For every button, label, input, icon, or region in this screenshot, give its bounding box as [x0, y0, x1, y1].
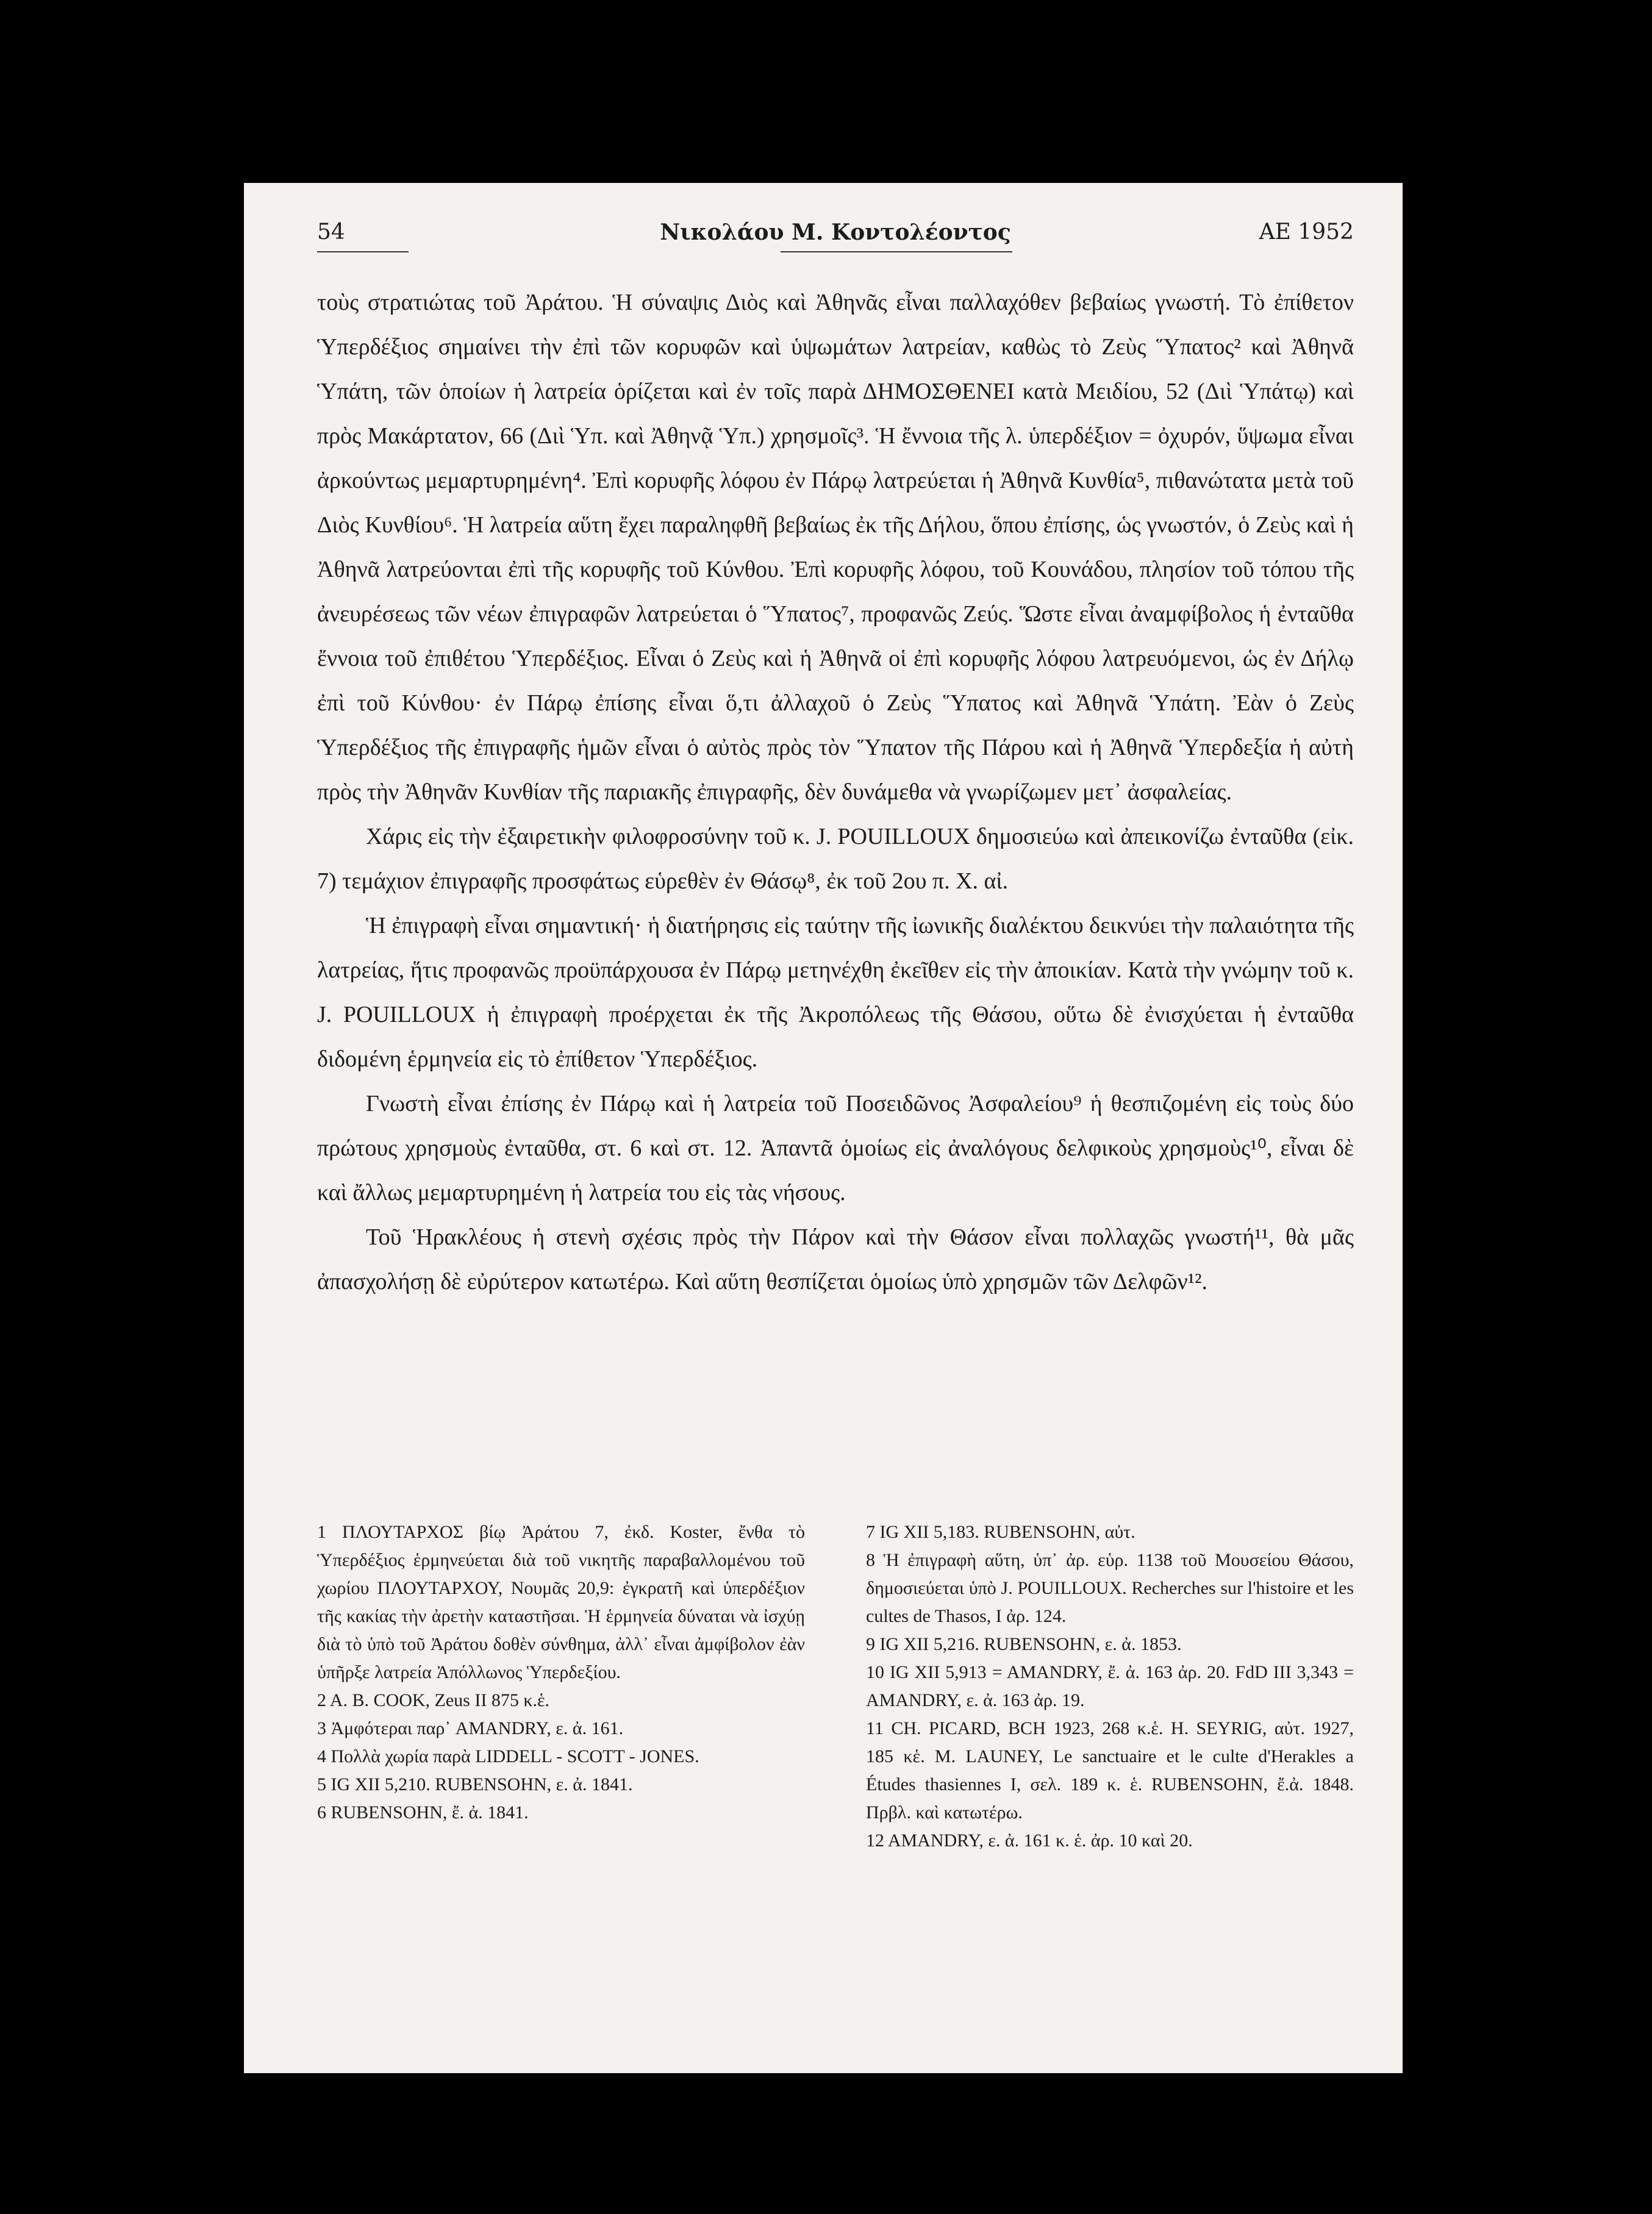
footnote: 3 Ἀμφότεραι παρ᾽ AMANDRY, ε. ἀ. 161.: [317, 1718, 624, 1738]
header-rule: [317, 251, 409, 252]
footnote: 4 Πολλὰ χωρία παρὰ LIDDELL - SCOTT - JONES.: [317, 1746, 699, 1766]
footnote: 1 ΠΛΟΥΤΑΡΧΟΣ βίῳ Ἀράτου 7, ἐκδ. Koster, ἔνθα τὸ Ὑπερδέξιος ἑρμηνεύεται διὰ τοῦ νικητῆς παραβαλλομένου τοῦ χωρίου ΠΛΟΥΤΑΡΧΟΥ, Νουμᾶς 20,9: ἐγκρατῆ καὶ ὑπερδέξιον τῆς κακίας τὴν ἀρετὴν καταστῆσαι. Ἡ ἑρμηνεία δύναται νὰ ἰσχύῃ διὰ τὸ ὑπὸ τοῦ Ἀράτου δοθὲν σύνθημα, ἀλλ᾽ εἶναι ἀμφίβολον ἐὰν ὑπῆρξε λατρεία Ἀπόλλωνος Ὑπερδεξίου.: [317, 1522, 805, 1682]
main-text: [317, 280, 1354, 1304]
footnote: 6 RUBENSOHN, ἔ. ἀ. 1841.: [317, 1802, 529, 1823]
paragraph: Τοῦ Ἡρακλέους ἡ στενὴ σχέσις πρὸς τὴν Πάρον καὶ τὴν Θάσον εἶναι πολλαχῶς γνωστή¹¹, θὰ μᾶς ἀπασχολήσῃ δὲ εὐρύτερον κατωτέρω. Καὶ αὕτη θεσπίζεται ὁμοίως ὑπὸ χρησμῶν τῶν Δελφῶν¹².: [317, 1224, 1354, 1294]
page-number: 54: [317, 220, 345, 245]
footnotes-left-column: [317, 1518, 805, 1827]
footnote: 9 IG XII 5,216. RUBENSOHN, ε. ἀ. 1853.: [866, 1634, 1182, 1654]
footnote: 10 IG XII 5,913 = AMANDRY, ἔ. ἀ. 163 ἀρ. 20. FdD III 3,343 = AMANDRY, ε. ἀ. 163 ἀρ. 19.: [866, 1662, 1354, 1710]
journal-issue: ΑΕ 1952: [1259, 220, 1354, 245]
footnote: 8 Ἡ ἐπιγραφὴ αὕτη, ὑπ᾽ ἀρ. εὑρ. 1138 τοῦ Μουσείου Θάσου, δημοσιεύεται ὑπὸ J. POUILLOUX. Recherches sur l'histoire et les cultes de Thasos, I ἀρ. 124.: [866, 1550, 1354, 1626]
running-title: Νικολάου Μ. Κοντολέοντος: [660, 220, 1011, 245]
paragraph: Ἡ ἐπιγραφὴ εἶναι σημαντική· ἡ διατήρησις εἰς ταύτην τῆς ἰωνικῆς διαλέκτου δεικνύει τὴν παλαιότητα τῆς λατρείας, ἥτις προφανῶς προϋπάρχουσα ἐν Πάρῳ μετηνέχθη ἐκεῖθεν εἰς τὴν ἀποικίαν. Κατὰ τὴν γνώμην τοῦ κ. J. POUILLOUX ἡ ἐπιγραφὴ προέρχεται ἐκ τῆς Ἀκροπόλεως τῆς Θάσου, οὕτω δὲ ἐνισχύεται ἡ ἐνταῦθα διδομένη ἑρμηνεία εἰς τὸ ἐπίθετον Ὑπερδέξιος.: [317, 913, 1354, 1072]
page-header: [317, 220, 1354, 256]
paragraph: Χάρις εἰς τὴν ἐξαιρετικὴν φιλοφροσύνην τοῦ κ. J. POUILLOUX δημοσιεύω καὶ ἀπεικονίζω ἐνταῦθα (εἰκ. 7) τεμάχιον ἐπιγραφῆς προσφάτως εὑρεθὲν ἐν Θάσῳ⁸, ἐκ τοῦ 2ου π. Χ. αἰ.: [317, 824, 1354, 894]
footnotes-right-column: [866, 1518, 1354, 1855]
header-rule-center: [781, 251, 1012, 252]
footnote: 11 CH. PICARD, BCH 1923, 268 κ.ἑ. H. SEYRIG, αὐτ. 1927, 185 κἑ. M. LAUNEY, Le sanctuaire et le culte d'Herakles a Études thasiennes I, σελ. 189 κ. ἑ. RUBENSOHN, ἔ.ἀ. 1848. Πρβλ. καὶ κατωτέρω.: [866, 1718, 1354, 1823]
paragraph: Γνωστὴ εἶναι ἐπίσης ἐν Πάρῳ καὶ ἡ λατρεία τοῦ Ποσειδῶνος Ἀσφαλείου⁹ ἡ θεσπιζομένη εἰς τοὺς δύο πρώτους χρησμοὺς ἐνταῦθα, στ. 6 καὶ στ. 12. Ἀπαντᾶ ὁμοίως εἰς ἀναλόγους δελφικοὺς χρησμοὺς¹⁰, εἶναι δὲ καὶ ἄλλως μεμαρτυρημένη ἡ λατρεία του εἰς τὰς νήσους.: [317, 1091, 1354, 1205]
document-page: [244, 183, 1403, 2073]
footnote: 7 IG XII 5,183. RUBENSOHN, αὐτ.: [866, 1522, 1135, 1542]
paragraph: τοὺς στρατιώτας τοῦ Ἀράτου. Ἡ σύναψις Διὸς καὶ Ἀθηνᾶς εἶναι παλλαχόθεν βεβαίως γνωστή. Τὸ ἐπίθετον Ὑπερδέξιος σημαίνει τὴν ἐπὶ τῶν κορυφῶν καὶ ὑψωμάτων λατρείαν, καθὼς τὸ Ζεὺς Ὕπατος² καὶ Ἀθηνᾶ Ὑπάτη, τῶν ὁποίων ἡ λατρεία ὁρίζεται καὶ ἐν τοῖς παρὰ ΔΗΜΟΣΘΕΝΕΙ κατὰ Μειδίου, 52 (Διὶ Ὑπάτῳ) καὶ πρὸς Μακάρτατον, 66 (Διὶ Ὑπ. καὶ Ἀθηνᾷ Ὑπ.) χρησμοῖς³. Ἡ ἔννοια τῆς λ. ὑπερδέξιον = ὀχυρόν, ὕψωμα εἶναι ἀρκούντως μεμαρτυρημένη⁴. Ἐπὶ κορυφῆς λόφου ἐν Πάρῳ λατρεύεται ἡ Ἀθηνᾶ Κυνθία⁵, πιθανώτατα μετὰ τοῦ Διὸς Κυνθίου⁶. Ἡ λατρεία αὕτη ἔχει παραληφθῆ βεβαίως ἐκ τῆς Δήλου, ὅπου ἐπίσης, ὡς γνωστόν, ὁ Ζεὺς καὶ ἡ Ἀθηνᾶ λατρεύονται ἐπὶ τῆς κορυφῆς τοῦ Κύνθου. Ἐπὶ κορυφῆς λόφου, τοῦ Κουνάδου, πλησίον τοῦ τόπου τῆς ἀνευρέσεως τῶν νέων ἐπιγραφῶν λατρεύεται ὁ Ὕπατος⁷, προφανῶς Ζεύς. Ὥστε εἶναι ἀναμφίβολος ἡ ἐνταῦθα ἔννοια τοῦ ἐπιθέτου Ὑπερδέξιος. Εἶναι ὁ Ζεὺς καὶ ἡ Ἀθηνᾶ οἱ ἐπὶ κορυφῆς λόφου λατρευόμενοι, ὡς ἐν Δήλῳ ἐπὶ τοῦ Κύνθου· ἐν Πάρῳ ἐπίσης εἶναι ὅ,τι ἀλλαχοῦ ὁ Ζεὺς Ὕπατος καὶ Ἀθηνᾶ Ὑπάτη. Ἐὰν ὁ Ζεὺς Ὑπερδέξιος τῆς ἐπιγραφῆς ἡμῶν εἶναι ὁ αὐτὸς πρὸς τὸν Ὕπατον τῆς Πάρου καὶ ἡ Ἀθηνᾶ Ὑπερδεξία ἡ αὐτὴ πρὸς τὴν Ἀθηνᾶν Κυνθίαν τῆς παριακῆς ἐπιγραφῆς, δὲν δυνάμεθα νὰ γνωρίζωμεν μετ᾽ ἀσφαλείας.: [317, 290, 1354, 805]
footnote: 12 AMANDRY, ε. ἀ. 161 κ. ἑ. ἀρ. 10 καὶ 20.: [866, 1830, 1193, 1851]
footnote: 5 IG XII 5,210. RUBENSOHN, ε. ἀ. 1841.: [317, 1774, 633, 1794]
footnote: 2 A. B. COOK, Zeus II 875 κ.ἑ.: [317, 1690, 550, 1710]
